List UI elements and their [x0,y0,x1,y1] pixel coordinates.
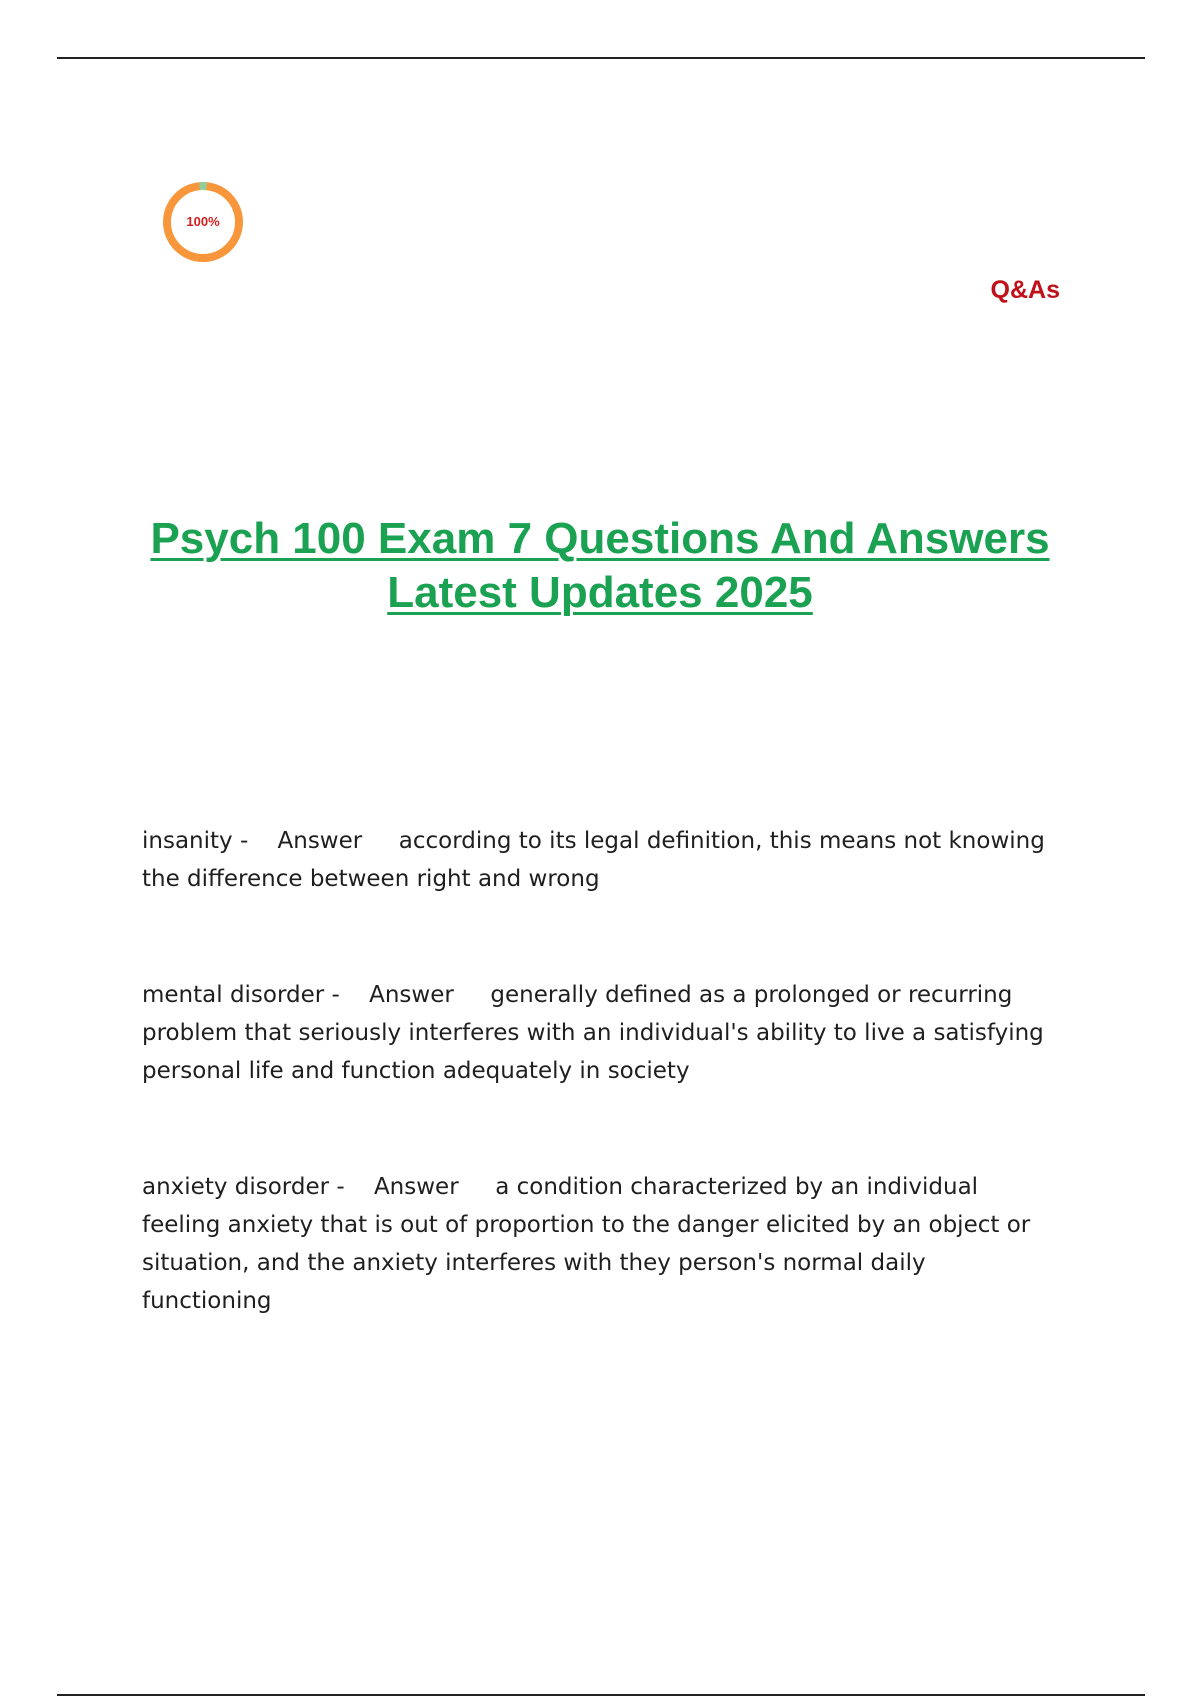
entry-definition: according to its legal definition, this means not knowing the difference between right and wrong [142,828,1045,892]
answer-marker: Answer [373,1174,459,1200]
document-title: Psych 100 Exam 7 Questions And Answers Latest Updates 2025 [150,514,1050,617]
entry-definition: generally defined as a prolonged or recurring problem that seriously interferes with an individual's ability to live a satisfying personal life and function adequately in society [142,982,1044,1084]
entry-term: insanity [142,828,233,854]
qa-entry: mental disorder - Answer generally defined as a prolonged or recurring problem that seriously interferes with an individual's ability to live a satisfying personal life and function adequately in society [142,982,1044,1084]
entry-term: anxiety disorder [142,1174,330,1200]
qa-entry: insanity - Answer according to its legal definition, this means not knowing the difference between right and wrong [142,828,1045,892]
entry-term: mental disorder [142,982,325,1008]
qa-entry: anxiety disorder - Answer a condition characterized by an individual feeling anxiety that is out of proportion to the danger elicited by an object or situation, and the anxiety interferes with they person's normal daily functioning [142,1174,1031,1314]
answer-marker: Answer [369,982,454,1008]
top-rule [57,57,1145,59]
completion-badge [161,180,245,264]
bottom-rule [57,1694,1145,1696]
answer-marker: Answer [277,828,363,854]
qa-tag: Q&As [990,276,1060,304]
entry-definition: a condition characterized by an individual feeling anxiety that is out of proportion to the danger elicited by an object or situation, and the anxiety interferes with they person's normal daily functioning [142,1174,1031,1314]
qa-list [142,822,1047,1320]
badge-label: 100% [186,214,220,229]
